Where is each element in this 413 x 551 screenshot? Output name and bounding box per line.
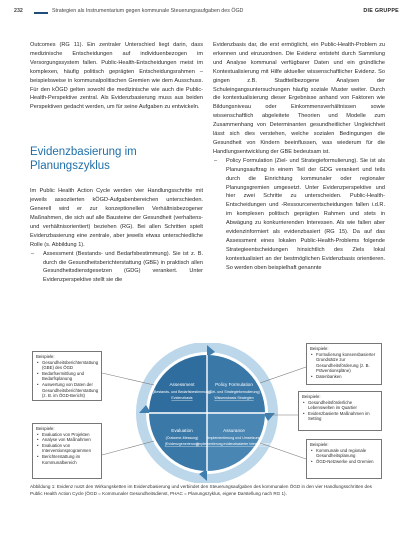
list-item: • Gesundheitsberichterstattung (GBE) des ÖGD bbox=[36, 360, 98, 371]
box-list bbox=[36, 360, 98, 399]
box-label: Beispiele: bbox=[36, 354, 55, 359]
policy-body: (Ziel- und Strategieformulierung) bbox=[208, 390, 260, 394]
bullet-list bbox=[213, 157, 385, 273]
list-item: • Formulierung konsensbasierter Grundsätze zur Gesundheitsförderung (z. B. Präventionspläne) bbox=[310, 352, 378, 374]
list-item: • Evaluation von Interventionsprogrammen bbox=[36, 443, 98, 454]
examples-box-assurance bbox=[298, 391, 382, 431]
box-list bbox=[302, 400, 378, 422]
list-item: • Auswertung von Daten der Gesundheitsberichterstattung (z. B. im ÖGD-Bericht) bbox=[36, 382, 98, 399]
box-list bbox=[310, 448, 378, 465]
evaluation-body: (Outcome-Messung) bbox=[165, 436, 199, 440]
list-item: • Kommunale und regionale Gesundheitsplanung bbox=[310, 448, 378, 459]
figure-phac-cycle bbox=[30, 343, 384, 483]
list-item: • Evaluation von Projekten bbox=[36, 432, 98, 438]
assessment-link: Evidenzbasis bbox=[171, 396, 193, 400]
policy-title: Policy Formulation bbox=[215, 382, 253, 387]
publisher-logo: DIE GRUPPE bbox=[363, 8, 399, 14]
list-item: • Gesundheitsförderliche Lebenswelten im Quartier bbox=[302, 400, 378, 411]
examples-box-planning bbox=[306, 439, 382, 479]
box-label: Beispiele: bbox=[310, 346, 329, 351]
page-number: 232 bbox=[14, 8, 23, 14]
examples-box-assessment bbox=[32, 351, 102, 401]
box-label: Beispiele: bbox=[310, 442, 329, 447]
running-header bbox=[14, 8, 399, 18]
evaluation-title: Evaluation bbox=[171, 428, 193, 433]
header-rule bbox=[34, 12, 48, 14]
box-list bbox=[36, 432, 98, 466]
left-column bbox=[30, 41, 203, 285]
paragraph: Outcomes (RG 11). Ein zentraler Unterschied liegt darin, dass medizinische Entscheidungen auf individuenbezogen im Versorgungssystem fallen. Public-Health-Entscheidungen meist im komplexen, häufig politisch geprägten Entscheidungsrahmen – beispielsweise in kommunalpolitischen Gremien wie dem Ausschuss. Für den kÖGD gelten sowohl die medizinische wie auch die Public-Health-Perspektive zentral. Als Evidenzbasierung muss aus beiden Perspektiven gedacht werden, um für seine Aufgaben zu entwickeln. bbox=[30, 42, 203, 111]
right-column bbox=[213, 41, 385, 273]
box-list bbox=[310, 352, 378, 380]
box-label: Beispiele: bbox=[302, 394, 321, 399]
list-item: • Bedarfsermittlung und Bedarfsplanung bbox=[36, 371, 98, 382]
list-item: • Berichterstattung im Kommunalbereich bbox=[36, 454, 98, 465]
evaluation-link: (Evidenzgenerierung) bbox=[164, 442, 200, 446]
paragraph: Im Public Health Action Cycle werden vier Handlungsschritte mit jeweils assoziierten kÖGD-Aufgabenbereichen unterschieden. Generell wird er zur konzeptionellen Verhältnisbezogener Maßnahmen, die sich auf alle Bausteine der Gesundheit (verhaltens- und verhältnisorientiert) beziehen (RG). Bei allen Schritten spielt Evidenzbasierung eine zentrale, aber jeweils etwas unterschiedliche Rolle (s. Abbildung 1). bbox=[30, 188, 203, 248]
assurance-title: Assurance bbox=[223, 428, 245, 433]
assurance-link: (Implementierung evidenzbasierter Interventionen) bbox=[196, 442, 272, 446]
assessment-title: Assessment bbox=[169, 382, 195, 387]
list-item: • Analyse von Maßnahmen bbox=[36, 437, 98, 443]
list-item: – Assessment (Bestands- und Bedarfsbestimmung). Sie ist z. B. durch die Gesundheitsberichterstattung (GBE) in praktisch allen Gesundheitsdienstgesetzen (GDG) verankert. Unter Evidenzperspektive stellt sie die bbox=[30, 250, 203, 286]
list-item: • Datenbanken bbox=[310, 374, 378, 380]
paragraph: Evidenzbasis dar, die erst ermöglicht, ein Public-Health-Problem zu erkennen und einzuordnen. Die Evidenz entsteht durch Sammlung und Analyse kommunal verfügbarer Daten und ein gründliche Kontextualisierung mit Hilfe aktueller wissenschaftlicher Evidenz. So gingen z.B. Stadtteilbezogene Analysen der Schuleingangsuntersuchungen häufig soziale Muster weiter. Durch die kontextualisierung dieser Ergebnisse anhand von Faktoren wie Bildungsniveau oder Einkommensverhältnissen sowie wissenschaftlich abgeleitete Theorien und Modelle zum Zusammenhang von Determinanten gesundheitlicher Ungleichheit lässt sich dies verstehen, welche sozialen Bedingungen die Gesundheit von Kindern beeinflussen, was wiederum für die Handlungsentwicklung der GBE bedeutsam ist. bbox=[213, 42, 385, 155]
figure-caption: Abbildung 1: Evidenz nutzt den Wirkungsketten im Evidenzbasierung und verbindet den Steuerungsaufgaben des kommunalen ÖGD in den vier Handlungsschritten des Public Health Action Cycle (ÖGD = Kommunaler Gesundheitsdienst, PHAC = Planungszyklus, eigene Darstellung nach RG 1). bbox=[30, 484, 372, 496]
box-label: Beispiele: bbox=[36, 426, 55, 431]
section-heading: Evidenzbasierung im Planungszyklus bbox=[30, 146, 137, 173]
assessment-body: (Bestands- und Bedarfsbestimmung) bbox=[152, 390, 212, 394]
running-title: Strategien als Instrumentarium gegen kommunale Steuerungsaufgaben des ÖGD bbox=[52, 8, 244, 14]
bullet-list bbox=[30, 250, 203, 286]
list-item: • ÖGD-Netzwerke und Gremien bbox=[310, 459, 378, 465]
list-item: – Policy Formulation (Ziel- und Strategieformulierung). Sie ist als Planungsauftrag in einem Teil der GDG verankert und teils durch die Einrichtung kommunaler oder regionaler Planungsgremien umgesetzt. Unter Evidenzperspektive und hier zwei Schritte zu unterscheiden. Public-Health-Entscheidungen und -Ressourcenentscheidungen fallen i.d.R. im komplexen politisch geprägten Rahmen und stets in Abwägung zu konkurrierenden Interessen. Als wie fallen aber evidenzinformiert als evidenzbasiert (RG 15). Da auf das Assessment eines lokalen Public-Health-Problems folgende Strategieentscheidungen hinsichtlich des Ziels lokal kontextualisiert an der bestmöglichen Evidenzbasis orientieren. So werden oben beispielhaft genannte bbox=[213, 157, 385, 273]
policy-link: Wissensbasis Strategien bbox=[214, 396, 254, 400]
list-item: • Evidenzbasierte Maßnahmen im Setting bbox=[302, 411, 378, 422]
examples-box-evaluation bbox=[32, 423, 102, 479]
assurance-body: (Implementierung und Umsetzung) bbox=[206, 436, 262, 440]
examples-box-policy bbox=[306, 343, 382, 385]
